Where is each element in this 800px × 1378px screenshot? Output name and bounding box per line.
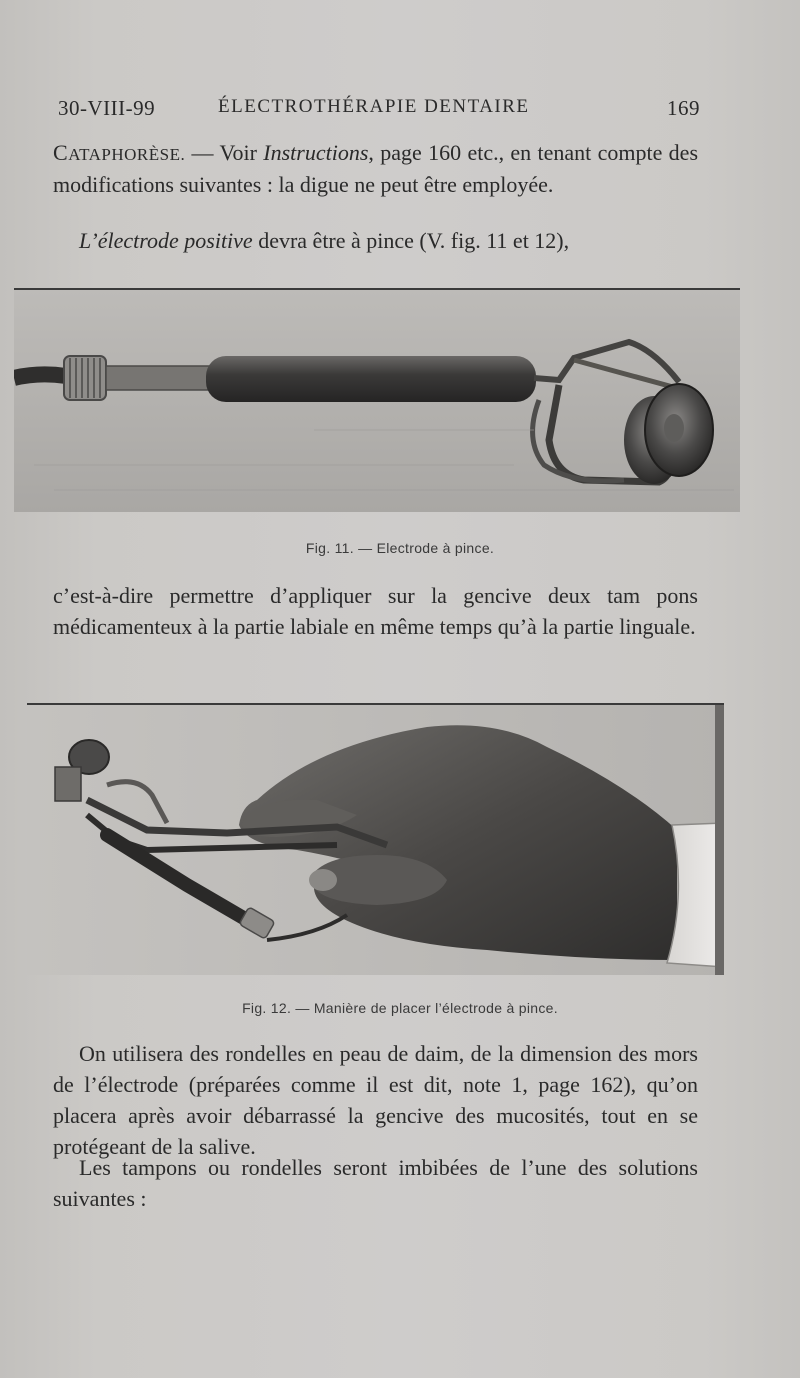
paragraph-tampons-gencive: c’est-à-dire permettre d’appliquer sur la gencive deux tam pons médicamenteux à la partie labiale en même temps qu’à la partie linguale. [53,583,698,639]
electrode-illustration [14,290,740,512]
running-header [58,96,700,126]
header-date: 30-VIII-99 [58,96,156,120]
figure-11-caption: Fig. 11. — Electrode à pince. [305,540,495,556]
electrode-positive-term: L’électrode positive [79,228,253,253]
header-title: ÉLECTROTHÉRAPIE DENTAIRE [218,96,530,117]
instructions-reference: Instructions [263,140,369,165]
page-number: 169 [667,96,700,120]
paragraph-cataphorese: CATAPHORÈSE. — Voir Instructions, page 160 etc., en tenant compte des modifications suivantes : la digue ne peut être employée. [53,140,698,197]
figure-hand-photo [27,703,724,975]
paragraph-solutions: Les tampons ou rondelles seront imbibées de l’une des solutions suivantes : [53,1155,698,1211]
hand-illustration [27,705,724,975]
figure-electrode-photo [14,288,740,512]
section-lead: CATAPHORÈSE. [53,140,186,165]
paragraph-rondelles: On utilisera des rondelles en peau de daim, de la dimension des mors de l’électrode (préparées comme il est dit, note 1, page 162), qu’on placera après avoir débarrassé la gencive des mucosités, tout en se protégeant de la salive. [53,1041,698,1159]
figure-12-caption: Fig. 12. — Manière de placer l’électrode à pince. [242,1000,558,1016]
paragraph-electrode-positive: L’électrode positive devra être à pince (V. fig. 11 et 12), [79,228,570,253]
